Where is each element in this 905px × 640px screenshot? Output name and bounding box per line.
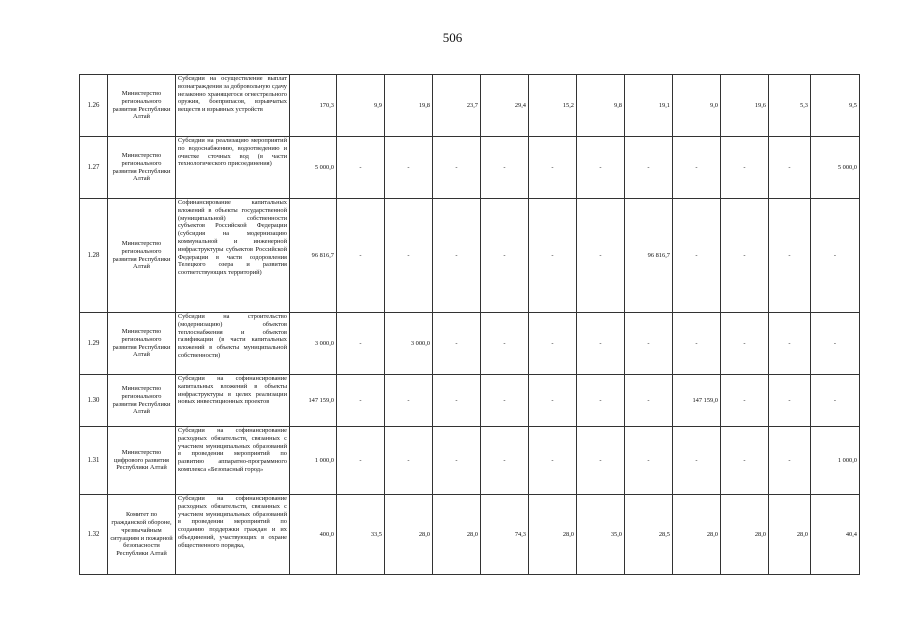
amount-cell: - — [811, 199, 860, 313]
amount-cell: - — [577, 375, 625, 427]
amount-cell: - — [769, 199, 811, 313]
description-cell: Субсидии на осуществление выплат вознаграждения за добровольную сдачу незаконно хранящегося огнестрельного оружия, боеприпасов, взрывчатых веществ и взрывных устройств — [176, 75, 290, 137]
amount-cell: 1 000,0 — [290, 427, 337, 495]
amount-cell: - — [529, 137, 577, 199]
executor-cell: Министерство цифрового развития Республики Алтай — [108, 427, 176, 495]
row-number-cell: 1.31 — [80, 427, 108, 495]
amount-cell: 147 159,0 — [290, 375, 337, 427]
amount-cell: - — [385, 199, 433, 313]
amount-cell: - — [337, 199, 385, 313]
amount-cell: 9,9 — [337, 75, 385, 137]
amount-cell: - — [481, 199, 529, 313]
amount-cell: - — [433, 375, 481, 427]
amount-cell: 9,5 — [811, 75, 860, 137]
amount-cell: 33,5 — [337, 495, 385, 575]
amount-cell: 19,1 — [625, 75, 673, 137]
row-number-cell: 1.28 — [80, 199, 108, 313]
amount-cell: - — [673, 137, 721, 199]
amount-cell: - — [721, 427, 769, 495]
amount-cell: 28,0 — [769, 495, 811, 575]
amount-cell: 35,0 — [577, 495, 625, 575]
row-number-cell: 1.29 — [80, 313, 108, 375]
amount-cell: - — [337, 375, 385, 427]
table-row — [80, 313, 860, 375]
amount-cell: - — [433, 199, 481, 313]
amount-cell: 28,5 — [625, 495, 673, 575]
amount-cell: 28,0 — [529, 495, 577, 575]
executor-cell: Комитет по гражданской обороне, чрезвычайным ситуациям и пожарной безопасности Республики Алтай — [108, 495, 176, 575]
amount-cell: - — [577, 137, 625, 199]
executor-cell: Министерство регионального развития Республики Алтай — [108, 313, 176, 375]
amount-cell: - — [577, 427, 625, 495]
amount-cell: 19,6 — [721, 75, 769, 137]
amount-cell: - — [433, 137, 481, 199]
amount-cell: 3 000,0 — [385, 313, 433, 375]
subsidy-table — [79, 74, 860, 575]
amount-cell: - — [811, 375, 860, 427]
amount-cell: 147 159,0 — [673, 375, 721, 427]
table-row — [80, 495, 860, 575]
amount-cell: - — [769, 313, 811, 375]
amount-cell: 28,0 — [385, 495, 433, 575]
amount-cell: 96 816,7 — [625, 199, 673, 313]
description-cell: Субсидии на софинансирование капитальных вложений в объекты инфраструктуры в целях реализации новых инвестиционных проектов — [176, 375, 290, 427]
executor-cell: Министерство регионального развития Республики Алтай — [108, 75, 176, 137]
table-row — [80, 137, 860, 199]
amount-cell: - — [721, 199, 769, 313]
row-number-cell: 1.27 — [80, 137, 108, 199]
executor-cell: Министерство регионального развития Республики Алтай — [108, 137, 176, 199]
table-row — [80, 199, 860, 313]
amount-cell: 28,0 — [721, 495, 769, 575]
amount-cell: 170,3 — [290, 75, 337, 137]
table-row — [80, 427, 860, 495]
amount-cell: - — [529, 313, 577, 375]
table-row — [80, 375, 860, 427]
description-cell: Софинансирование капитальных вложений в объекты государственной (муниципальной) собственности субъектов Российской Федерации (субсидия на модернизацию коммунальной и инженерной инфраструктуры субъектов Российской Федерации в части оздоровления Телецкого озера и развития соответствующих территорий) — [176, 199, 290, 313]
amount-cell: - — [625, 137, 673, 199]
amount-cell: - — [529, 427, 577, 495]
amount-cell: - — [721, 137, 769, 199]
amount-cell: 28,0 — [673, 495, 721, 575]
amount-cell: 19,8 — [385, 75, 433, 137]
amount-cell: - — [673, 313, 721, 375]
amount-cell: - — [433, 313, 481, 375]
amount-cell: - — [721, 313, 769, 375]
amount-cell: - — [433, 427, 481, 495]
amount-cell: - — [625, 313, 673, 375]
amount-cell: 28,0 — [433, 495, 481, 575]
amount-cell: - — [625, 375, 673, 427]
amount-cell: - — [625, 427, 673, 495]
row-number-cell: 1.32 — [80, 495, 108, 575]
table-row — [80, 75, 860, 137]
row-number-cell: 1.30 — [80, 375, 108, 427]
amount-cell: - — [769, 137, 811, 199]
amount-cell: 40,4 — [811, 495, 860, 575]
amount-cell: - — [337, 137, 385, 199]
amount-cell: - — [385, 375, 433, 427]
amount-cell: 400,0 — [290, 495, 337, 575]
amount-cell: - — [337, 427, 385, 495]
amount-cell: - — [769, 427, 811, 495]
amount-cell: - — [721, 375, 769, 427]
amount-cell: 29,4 — [481, 75, 529, 137]
amount-cell: - — [673, 427, 721, 495]
executor-cell: Министерство регионального развития Республики Алтай — [108, 199, 176, 313]
amount-cell: - — [481, 375, 529, 427]
amount-cell: - — [529, 375, 577, 427]
row-number-cell: 1.26 — [80, 75, 108, 137]
amount-cell: - — [481, 137, 529, 199]
amount-cell: 5,3 — [769, 75, 811, 137]
amount-cell: - — [337, 313, 385, 375]
description-cell: Субсидии на софинансирование расходных обязательств, связанных с участием муниципальных образований в проведении мероприятий по созданию поддержки граждан и их объединений, участвующих в охране общественного порядка, — [176, 495, 290, 575]
amount-cell: 3 000,0 — [290, 313, 337, 375]
amount-cell: - — [577, 313, 625, 375]
amount-cell: 9,0 — [673, 75, 721, 137]
amount-cell: 15,2 — [529, 75, 577, 137]
amount-cell: - — [769, 375, 811, 427]
amount-cell: 5 000,0 — [290, 137, 337, 199]
amount-cell: - — [385, 427, 433, 495]
page-number: 506 — [442, 30, 463, 45]
description-cell: Субсидии на софинансирование расходных обязательств, связанных с участием муниципальных образований в проведении мероприятий по развитию аппаратно-программного комплекса «Безопасный город» — [176, 427, 290, 495]
amount-cell: 96 816,7 — [290, 199, 337, 313]
executor-cell: Министерство регионального развития Республики Алтай — [108, 375, 176, 427]
amount-cell: - — [811, 313, 860, 375]
amount-cell: - — [577, 199, 625, 313]
amount-cell: - — [529, 199, 577, 313]
description-cell: Субсидии на реализацию мероприятий по водоснабжению, водоотведению и очистке сточных вод (в части технологического присоединения) — [176, 137, 290, 199]
amount-cell: 74,3 — [481, 495, 529, 575]
description-cell: Субсидии на строительство (модернизацию) объектов теплоснабжения и объектов газификации (в части капитальных вложений в объекты муниципальной собственности) — [176, 313, 290, 375]
amount-cell: 5 000,0 — [811, 137, 860, 199]
amount-cell: - — [481, 427, 529, 495]
amount-cell: 1 000,0 — [811, 427, 860, 495]
amount-cell: 9,8 — [577, 75, 625, 137]
amount-cell: - — [673, 199, 721, 313]
amount-cell: 23,7 — [433, 75, 481, 137]
amount-cell: - — [481, 313, 529, 375]
amount-cell: - — [385, 137, 433, 199]
